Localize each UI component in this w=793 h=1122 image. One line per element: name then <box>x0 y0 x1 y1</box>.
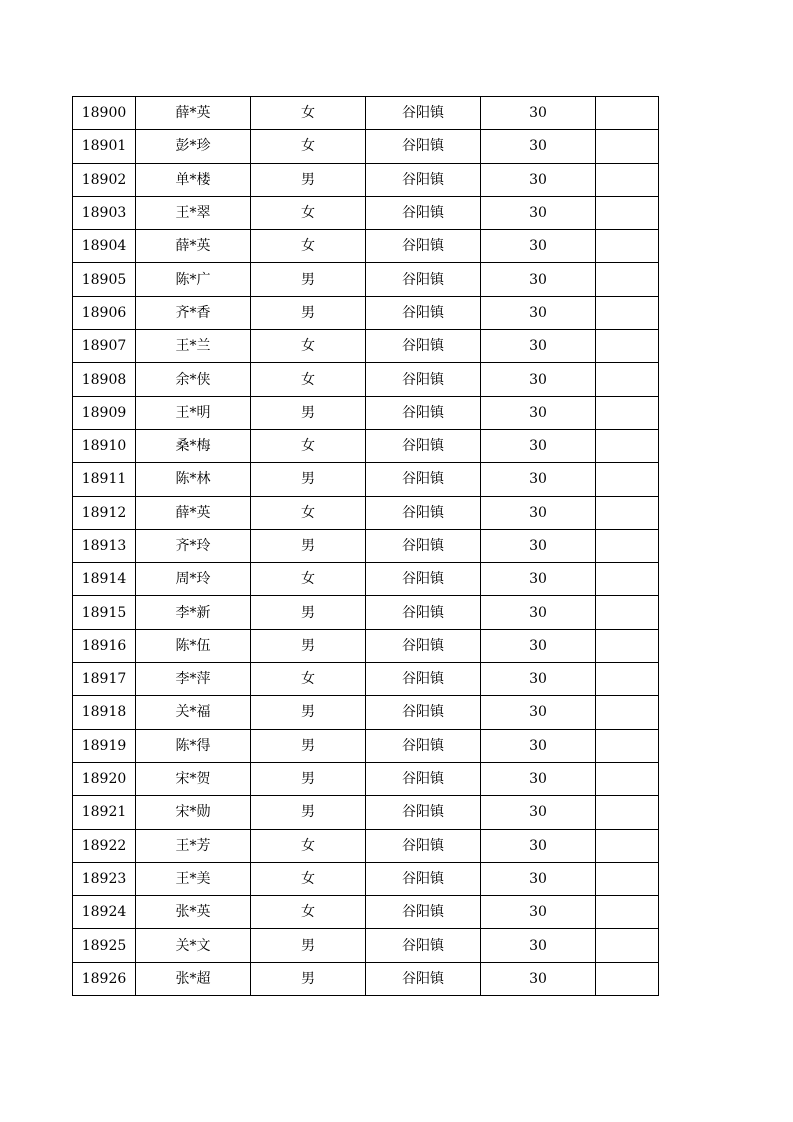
cell-gender: 男 <box>251 796 366 829</box>
cell-town: 谷阳镇 <box>366 363 481 396</box>
cell-gender: 女 <box>251 330 366 363</box>
table-row <box>73 962 659 995</box>
cell-town: 谷阳镇 <box>366 563 481 596</box>
cell-note <box>596 563 659 596</box>
cell-town: 谷阳镇 <box>366 829 481 862</box>
cell-note <box>596 263 659 296</box>
cell-amount: 30 <box>481 896 596 929</box>
cell-town: 谷阳镇 <box>366 296 481 329</box>
cell-name: 宋*贺 <box>136 762 251 795</box>
cell-amount: 30 <box>481 263 596 296</box>
cell-town: 谷阳镇 <box>366 130 481 163</box>
cell-name: 陈*伍 <box>136 629 251 662</box>
cell-note <box>596 196 659 229</box>
cell-town: 谷阳镇 <box>366 429 481 462</box>
table-row <box>73 729 659 762</box>
cell-name: 薛*英 <box>136 496 251 529</box>
cell-town: 谷阳镇 <box>366 696 481 729</box>
cell-id: 18925 <box>73 929 136 962</box>
cell-id: 18904 <box>73 230 136 263</box>
cell-amount: 30 <box>481 729 596 762</box>
cell-amount: 30 <box>481 496 596 529</box>
cell-note <box>596 463 659 496</box>
cell-note <box>596 962 659 995</box>
cell-gender: 女 <box>251 363 366 396</box>
cell-note <box>596 829 659 862</box>
cell-name: 宋*勋 <box>136 796 251 829</box>
cell-gender: 男 <box>251 396 366 429</box>
table-row <box>73 429 659 462</box>
cell-id: 18919 <box>73 729 136 762</box>
cell-amount: 30 <box>481 529 596 562</box>
cell-id: 18922 <box>73 829 136 862</box>
cell-id: 18903 <box>73 196 136 229</box>
table-row <box>73 330 659 363</box>
table-row <box>73 796 659 829</box>
table-row <box>73 130 659 163</box>
cell-amount: 30 <box>481 296 596 329</box>
cell-id: 18901 <box>73 130 136 163</box>
cell-note <box>596 429 659 462</box>
cell-id: 18915 <box>73 596 136 629</box>
cell-gender: 男 <box>251 263 366 296</box>
cell-note <box>596 596 659 629</box>
cell-name: 王*兰 <box>136 330 251 363</box>
cell-town: 谷阳镇 <box>366 97 481 130</box>
cell-id: 18926 <box>73 962 136 995</box>
table-row <box>73 296 659 329</box>
cell-name: 陈*林 <box>136 463 251 496</box>
cell-amount: 30 <box>481 862 596 895</box>
cell-amount: 30 <box>481 330 596 363</box>
cell-name: 彭*珍 <box>136 130 251 163</box>
cell-amount: 30 <box>481 663 596 696</box>
cell-note <box>596 296 659 329</box>
cell-gender: 女 <box>251 663 366 696</box>
cell-name: 陈*得 <box>136 729 251 762</box>
roster-table <box>72 96 659 996</box>
cell-note <box>596 796 659 829</box>
cell-town: 谷阳镇 <box>366 796 481 829</box>
cell-name: 关*福 <box>136 696 251 729</box>
cell-amount: 30 <box>481 363 596 396</box>
cell-town: 谷阳镇 <box>366 896 481 929</box>
cell-name: 桑*梅 <box>136 429 251 462</box>
cell-gender: 女 <box>251 563 366 596</box>
cell-name: 薛*英 <box>136 97 251 130</box>
cell-town: 谷阳镇 <box>366 629 481 662</box>
cell-id: 18923 <box>73 862 136 895</box>
cell-name: 关*文 <box>136 929 251 962</box>
table-row <box>73 829 659 862</box>
cell-name: 王*美 <box>136 862 251 895</box>
cell-amount: 30 <box>481 829 596 862</box>
cell-town: 谷阳镇 <box>366 330 481 363</box>
cell-gender: 男 <box>251 696 366 729</box>
cell-note <box>596 729 659 762</box>
cell-id: 18900 <box>73 97 136 130</box>
cell-gender: 男 <box>251 762 366 795</box>
table-row <box>73 762 659 795</box>
cell-town: 谷阳镇 <box>366 163 481 196</box>
cell-amount: 30 <box>481 429 596 462</box>
cell-name: 王*明 <box>136 396 251 429</box>
cell-note <box>596 629 659 662</box>
cell-amount: 30 <box>481 629 596 662</box>
table-row <box>73 396 659 429</box>
cell-note <box>596 663 659 696</box>
cell-town: 谷阳镇 <box>366 529 481 562</box>
cell-gender: 男 <box>251 962 366 995</box>
table-row <box>73 663 659 696</box>
table-row <box>73 196 659 229</box>
cell-amount: 30 <box>481 163 596 196</box>
cell-name: 张*超 <box>136 962 251 995</box>
cell-name: 薛*英 <box>136 230 251 263</box>
cell-note <box>596 862 659 895</box>
cell-gender: 男 <box>251 163 366 196</box>
cell-gender: 女 <box>251 97 366 130</box>
cell-name: 周*玲 <box>136 563 251 596</box>
table-row <box>73 263 659 296</box>
cell-gender: 男 <box>251 463 366 496</box>
cell-town: 谷阳镇 <box>366 263 481 296</box>
table-row <box>73 496 659 529</box>
cell-town: 谷阳镇 <box>366 196 481 229</box>
cell-gender: 男 <box>251 629 366 662</box>
cell-town: 谷阳镇 <box>366 962 481 995</box>
cell-id: 18920 <box>73 762 136 795</box>
cell-id: 18908 <box>73 363 136 396</box>
cell-gender: 男 <box>251 529 366 562</box>
cell-amount: 30 <box>481 463 596 496</box>
cell-name: 余*侠 <box>136 363 251 396</box>
cell-id: 18924 <box>73 896 136 929</box>
cell-amount: 30 <box>481 230 596 263</box>
cell-amount: 30 <box>481 962 596 995</box>
cell-amount: 30 <box>481 97 596 130</box>
cell-gender: 女 <box>251 429 366 462</box>
cell-amount: 30 <box>481 596 596 629</box>
cell-note <box>596 230 659 263</box>
cell-amount: 30 <box>481 130 596 163</box>
table-row <box>73 97 659 130</box>
cell-id: 18912 <box>73 496 136 529</box>
cell-note <box>596 929 659 962</box>
table-row <box>73 596 659 629</box>
cell-id: 18913 <box>73 529 136 562</box>
cell-note <box>596 130 659 163</box>
cell-name: 王*芳 <box>136 829 251 862</box>
cell-name: 陈*广 <box>136 263 251 296</box>
cell-note <box>596 529 659 562</box>
cell-note <box>596 330 659 363</box>
table-row <box>73 629 659 662</box>
cell-note <box>596 496 659 529</box>
cell-id: 18902 <box>73 163 136 196</box>
table-row <box>73 230 659 263</box>
table-row <box>73 696 659 729</box>
cell-gender: 女 <box>251 496 366 529</box>
cell-amount: 30 <box>481 762 596 795</box>
cell-id: 18917 <box>73 663 136 696</box>
cell-town: 谷阳镇 <box>366 762 481 795</box>
cell-note <box>596 396 659 429</box>
cell-town: 谷阳镇 <box>366 496 481 529</box>
cell-amount: 30 <box>481 796 596 829</box>
cell-note <box>596 696 659 729</box>
cell-town: 谷阳镇 <box>366 463 481 496</box>
cell-town: 谷阳镇 <box>366 862 481 895</box>
cell-name: 王*翠 <box>136 196 251 229</box>
cell-id: 18907 <box>73 330 136 363</box>
cell-name: 李*萍 <box>136 663 251 696</box>
cell-gender: 女 <box>251 196 366 229</box>
cell-id: 18918 <box>73 696 136 729</box>
cell-gender: 男 <box>251 596 366 629</box>
table-row <box>73 563 659 596</box>
cell-town: 谷阳镇 <box>366 729 481 762</box>
cell-amount: 30 <box>481 563 596 596</box>
table-row <box>73 163 659 196</box>
cell-id: 18916 <box>73 629 136 662</box>
cell-name: 齐*香 <box>136 296 251 329</box>
table-row <box>73 929 659 962</box>
cell-note <box>596 97 659 130</box>
cell-name: 单*楼 <box>136 163 251 196</box>
cell-town: 谷阳镇 <box>366 929 481 962</box>
cell-id: 18921 <box>73 796 136 829</box>
roster-table-body <box>73 97 659 996</box>
table-row <box>73 463 659 496</box>
cell-amount: 30 <box>481 696 596 729</box>
cell-gender: 女 <box>251 896 366 929</box>
cell-id: 18906 <box>73 296 136 329</box>
cell-gender: 男 <box>251 729 366 762</box>
cell-amount: 30 <box>481 196 596 229</box>
cell-id: 18911 <box>73 463 136 496</box>
cell-town: 谷阳镇 <box>366 230 481 263</box>
cell-amount: 30 <box>481 396 596 429</box>
cell-note <box>596 762 659 795</box>
cell-town: 谷阳镇 <box>366 596 481 629</box>
cell-town: 谷阳镇 <box>366 396 481 429</box>
cell-id: 18910 <box>73 429 136 462</box>
table-row <box>73 363 659 396</box>
table-row <box>73 529 659 562</box>
cell-id: 18909 <box>73 396 136 429</box>
table-row <box>73 862 659 895</box>
cell-gender: 男 <box>251 929 366 962</box>
cell-name: 张*英 <box>136 896 251 929</box>
cell-note <box>596 163 659 196</box>
cell-gender: 女 <box>251 862 366 895</box>
cell-gender: 女 <box>251 130 366 163</box>
cell-gender: 女 <box>251 230 366 263</box>
cell-note <box>596 896 659 929</box>
table-row <box>73 896 659 929</box>
cell-id: 18914 <box>73 563 136 596</box>
cell-amount: 30 <box>481 929 596 962</box>
cell-id: 18905 <box>73 263 136 296</box>
cell-note <box>596 363 659 396</box>
cell-town: 谷阳镇 <box>366 663 481 696</box>
cell-gender: 女 <box>251 829 366 862</box>
cell-name: 齐*玲 <box>136 529 251 562</box>
cell-name: 李*新 <box>136 596 251 629</box>
cell-gender: 男 <box>251 296 366 329</box>
